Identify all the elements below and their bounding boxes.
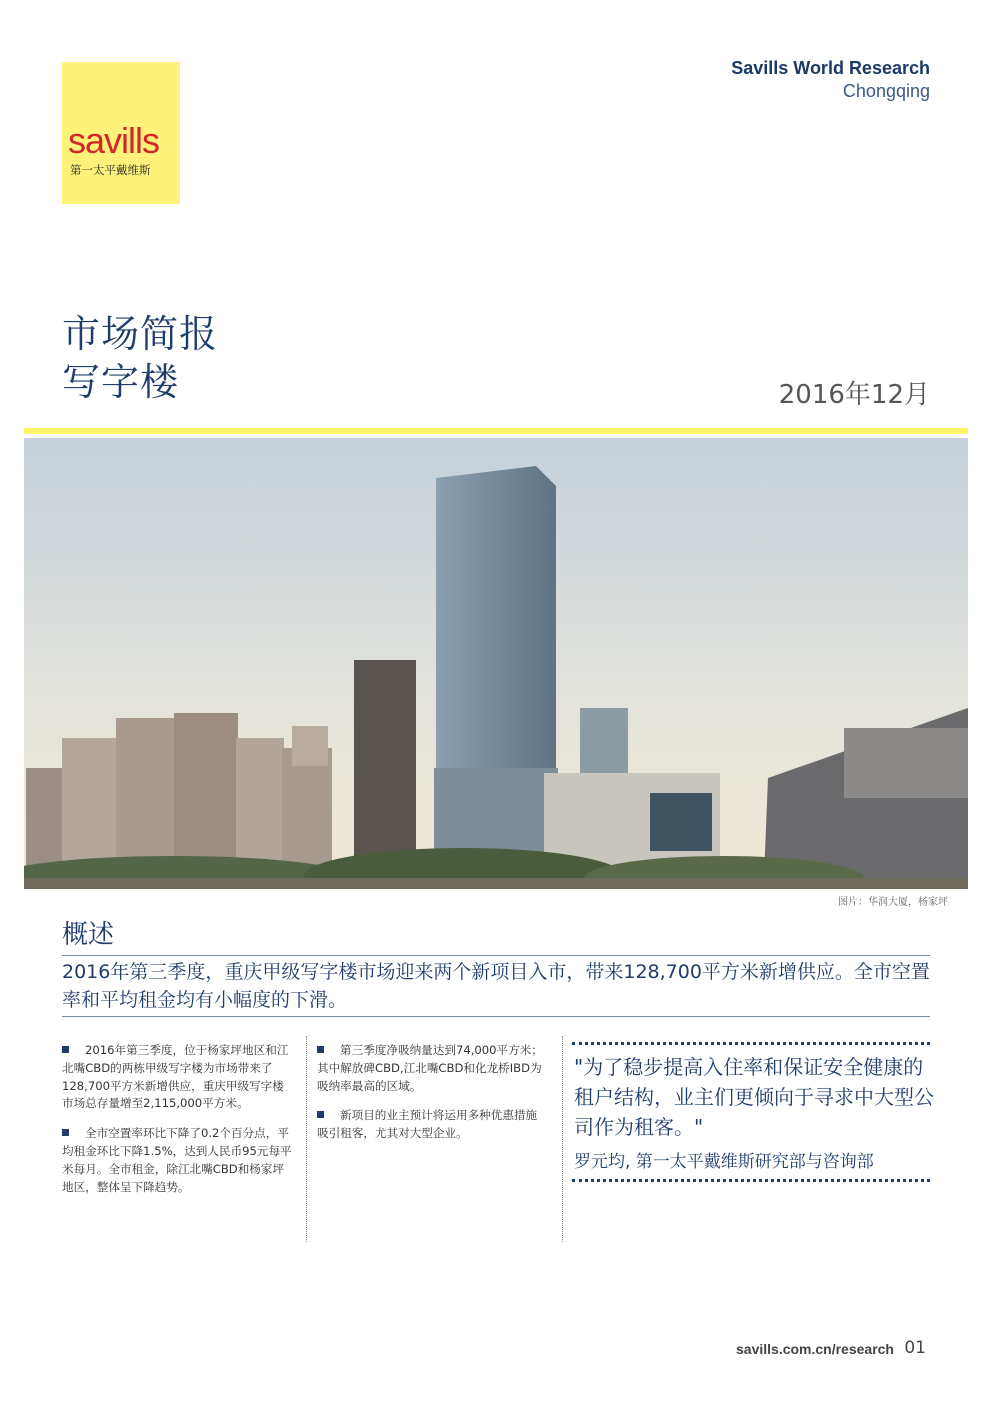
- publication-date: 2016年12月: [778, 380, 930, 410]
- page-number: 01: [904, 1338, 926, 1358]
- report-title: [62, 310, 218, 406]
- logo-chinese-name: 第一太平戴维斯: [70, 163, 151, 177]
- skyline-illustration: [24, 438, 968, 889]
- bullet-item: 2016年第三季度，位于杨家坪地区和江北嘴CBD的两栋甲级写字楼为市场带来了128,700平方米新增供应，重庆甲级写字楼市场总存量增至2,115,000平方米。: [62, 1043, 289, 1111]
- bullet-square-icon: [317, 1046, 324, 1053]
- footer-research-link[interactable]: savills.com.cn/research: [736, 1341, 894, 1357]
- bullet-square-icon: [317, 1111, 324, 1118]
- overview-top-rule: [62, 955, 930, 956]
- bullet-item: 全市空置率环比下降了0.2个百分点，平均租金环比下降1.5%，达到人民币95元每平米每月。全市租金，除江北嘴CBD和杨家坪地区，整体呈下降趋势。: [62, 1126, 292, 1194]
- column-divider-1: [306, 1036, 307, 1242]
- column-divider-2: [562, 1036, 563, 1242]
- report-cover-page: [24, 24, 968, 1379]
- header-title: Savills World Research: [731, 58, 930, 78]
- bullet-square-icon: [62, 1046, 69, 1053]
- overview-summary: 2016年第三季度，重庆甲级写字楼市场迎来两个新项目入市，带来128,700平方米新增供应。全市空置率和平均租金均有小幅度的下滑。: [62, 961, 930, 1011]
- quote-top-dots: [572, 1042, 930, 1045]
- bullet-column-2: [317, 1042, 547, 1155]
- quote-attribution: 罗元均, 第一太平戴维斯研究部与咨询部: [574, 1152, 874, 1172]
- bullet-item: 第三季度净吸纳量达到74,000平方米；其中解放碑CBD,江北嘴CBD和化龙桥IBD为吸纳率最高的区域。: [317, 1043, 543, 1093]
- report-title-line-1: 市场简报: [62, 312, 219, 356]
- cover-photo: [24, 438, 968, 889]
- report-title-line-2: 写字楼: [62, 360, 180, 404]
- bullet-item: 新项目的业主预计将运用多种优惠措施吸引租客，尤其对大型企业。: [317, 1108, 538, 1141]
- yellow-divider: [24, 428, 968, 434]
- overview-bottom-rule: [62, 1016, 930, 1017]
- pull-quote: "为了稳步提高入住率和保证安全健康的租户结构，业主们更倾向于寻求中大型公司作为租客。": [574, 1055, 934, 1139]
- overview-heading: 概述: [62, 920, 115, 950]
- quote-bottom-dots: [572, 1179, 930, 1182]
- bullet-square-icon: [62, 1129, 69, 1136]
- photo-caption: 图片：华润大厦，杨家坪: [838, 897, 948, 908]
- savills-logo: [62, 62, 180, 204]
- bullet-column-1: [62, 1042, 292, 1208]
- header-city: Chongqing: [842, 81, 930, 101]
- logo-wordmark: savills: [68, 120, 160, 161]
